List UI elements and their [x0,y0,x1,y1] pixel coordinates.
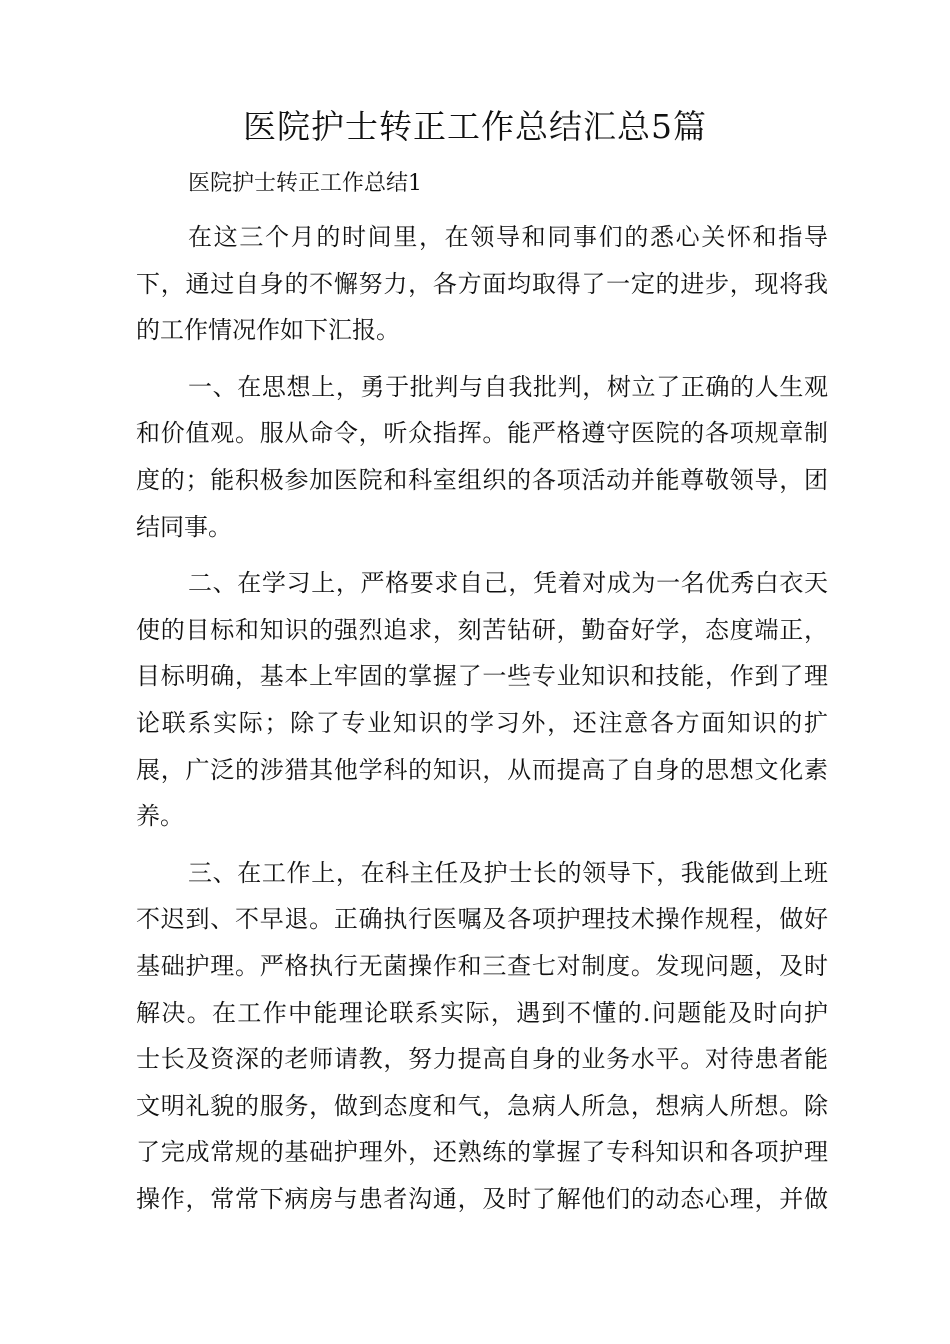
paragraph-line: 二、在学习上，严格要求自己，凭着对成为一名优秀白衣天 [188,569,828,598]
paragraph-line: 一、在思想上，勇于批判与自我批判，树立了正确的人生观 [188,372,828,401]
paragraph-line: 养。 [136,802,184,831]
section-title: 医院护士转正工作总结1 [188,171,422,196]
paragraph-container [136,204,828,1222]
paragraph-line: 解决。在工作中能理论联系实际，遇到不懂的.问题能及时向护 [136,998,828,1027]
paragraph-line: 基础护理。严格执行无菌操作和三查七对制度。发现问题，及时 [136,951,828,980]
paragraph [136,354,828,550]
paragraph [136,840,828,1223]
paragraph-line: 论联系实际；除了专业知识的学习外，还注意各方面知识的扩 [136,708,828,737]
paragraph-line: 操作，常常下病房与患者沟通，及时了解他们的动态心理，并做 [136,1184,828,1213]
document-title: 医院护士转正工作总结汇总5篇 [243,107,707,146]
paragraph-line: 展，广泛的涉猎其他学科的知识，从而提高了自身的思想文化素 [136,755,828,784]
paragraph [136,550,828,840]
paragraph-line: 度的；能积极参加医院和科室组织的各项活动并能尊敬领导，团 [136,465,828,494]
paragraph-line: 文明礼貌的服务，做到态度和气，急病人所急，想病人所想。除 [136,1091,828,1120]
paragraph-line: 士长及资深的老师请教，努力提高自身的业务水平。对待患者能 [136,1045,828,1074]
paragraph-line: 了完成常规的基础护理外，还熟练的掌握了专科知识和各项护理 [136,1138,828,1167]
paragraph-line: 不迟到、不早退。正确执行医嘱及各项护理技术操作规程，做好 [136,905,828,934]
paragraph-line: 结同事。 [136,512,232,541]
paragraph-line: 在这三个月的时间里，在领导和同事们的悉心关怀和指导 [188,223,828,251]
paragraph-line: 和价值观。服从命令，听众指挥。能严格遵守医院的各项规章制 [136,419,828,448]
paragraph-line: 目标明确，基本上牢固的掌握了一些专业知识和技能，作到了理 [136,662,828,691]
document-body [136,164,828,1222]
paragraph-line: 三、在工作上，在科主任及护士长的领导下，我能做到上班 [188,858,828,887]
paragraph [136,204,828,354]
paragraph-line: 使的目标和知识的强烈追求，刻苦钻研，勤奋好学，态度端正， [136,615,828,644]
paragraph-line: 下，通过自身的不懈努力，各方面均取得了一定的进步，现将我 [136,269,828,298]
paragraph-line: 的工作情况作如下汇报。 [136,316,400,345]
